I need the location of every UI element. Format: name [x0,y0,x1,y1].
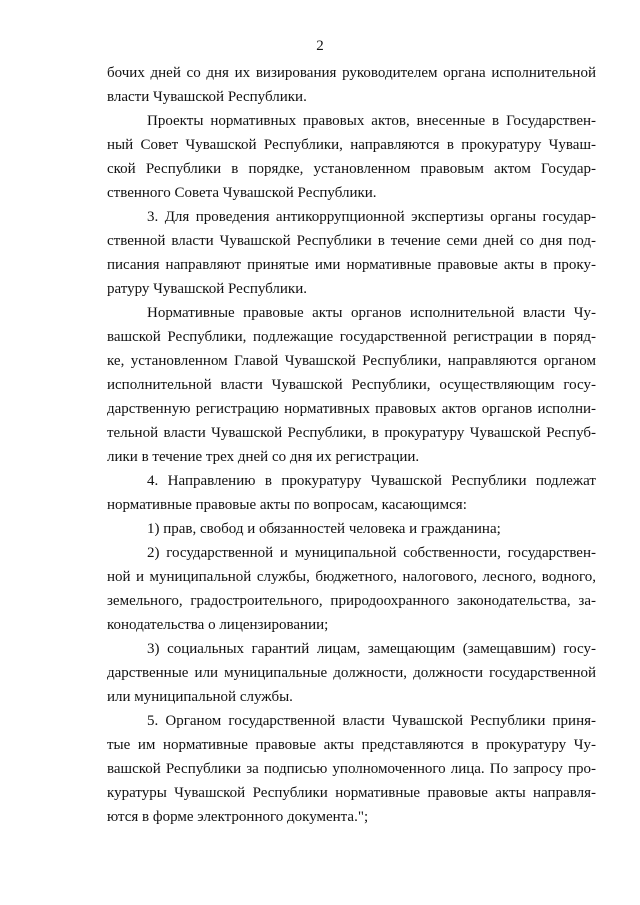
text-line: ной и муниципальной службы, бюджетного, налогового, лесного, водного, [107,569,596,585]
text-line: Проекты нормативных правовых актов, внесенные в Государствен- [147,113,596,129]
text-line: 3. Для проведения антикоррупционной экспертизы органы государ- [147,209,596,225]
text-line: вашской Республики, подлежащие государственной регистрации в поряд- [107,329,596,345]
text-line: ный Совет Чувашской Республики, направляются в прокуратуру Чуваш- [107,137,596,153]
text-line: конодательства о лицензировании; [107,617,329,633]
text-line: писания направляют принятые ими нормативные правовые акты в проку- [107,257,596,273]
para-draft-acts [107,109,596,205]
text-line: ской Республики в порядке, установленном правовым актом Государ- [107,161,596,177]
page-number: 2 [316,38,324,54]
text-line: ственного Совета Чувашской Республики. [107,185,377,201]
text-line: 5. Органом государственной власти Чувашской Республики приня- [147,713,596,729]
text-line: ратуру Чувашской Республики. [107,281,307,297]
text-line: лики в течение трех дней со дня их регистрации. [107,449,420,465]
text-line: тельной власти Чувашской Республики, в прокуратуру Чувашской Респуб- [107,425,596,441]
text-line: 2) государственной и муниципальной собственности, государствен- [147,545,596,561]
para-subitem-2 [107,541,596,637]
text-line: Нормативные правовые акты органов исполнительной власти Чу- [147,305,596,321]
text-line: власти Чувашской Республики. [107,89,307,105]
text-line: 4. Направлению в прокуратуру Чувашской Республики подлежат [147,473,596,489]
text-line: куратуры Чувашской Республики нормативные правовые акты направля- [107,785,596,801]
para-item-5 [107,709,596,829]
text-line: ственной власти Чувашской Республики в течение семи дней со дня под- [107,233,596,249]
para-registration [107,301,596,469]
text-line: земельного, градостроительного, природоохранного законодательства, за- [107,593,596,609]
text-line: бочих дней со дня их визирования руководителем органа исполнительной [107,65,596,81]
text-line: вашской Республики за подписью уполномоченного лица. По запросу про- [107,761,596,777]
text-line: ются в форме электронного документа."; [107,809,369,825]
para-continuation [107,61,596,109]
text-line: исполнительной власти Чувашской Республики, осуществляющим госу- [107,377,596,393]
para-item-3 [107,205,596,301]
text-line: дарственную регистрацию нормативных правовых актов органов исполни- [107,401,596,417]
para-subitem-3 [107,637,596,709]
text-line: ке, установленном Главой Чувашской Республики, направляются органом [107,353,596,369]
text-line: тые им нормативные правовые акты представляются в прокуратуру Чу- [107,737,596,753]
text-line: нормативные правовые акты по вопросам, касающимся: [107,497,467,513]
text-line: 1) прав, свобод и обязанностей человека и гражданина; [147,521,501,537]
para-subitem-1 [107,517,596,541]
document-body [107,61,596,829]
text-line: 3) социальных гарантий лицам, замещающим (замещавшим) госу- [147,641,596,657]
para-item-4 [107,469,596,517]
text-line: дарственные или муниципальные должности, должности государственной [107,665,596,681]
text-line: или муниципальной службы. [107,689,293,705]
